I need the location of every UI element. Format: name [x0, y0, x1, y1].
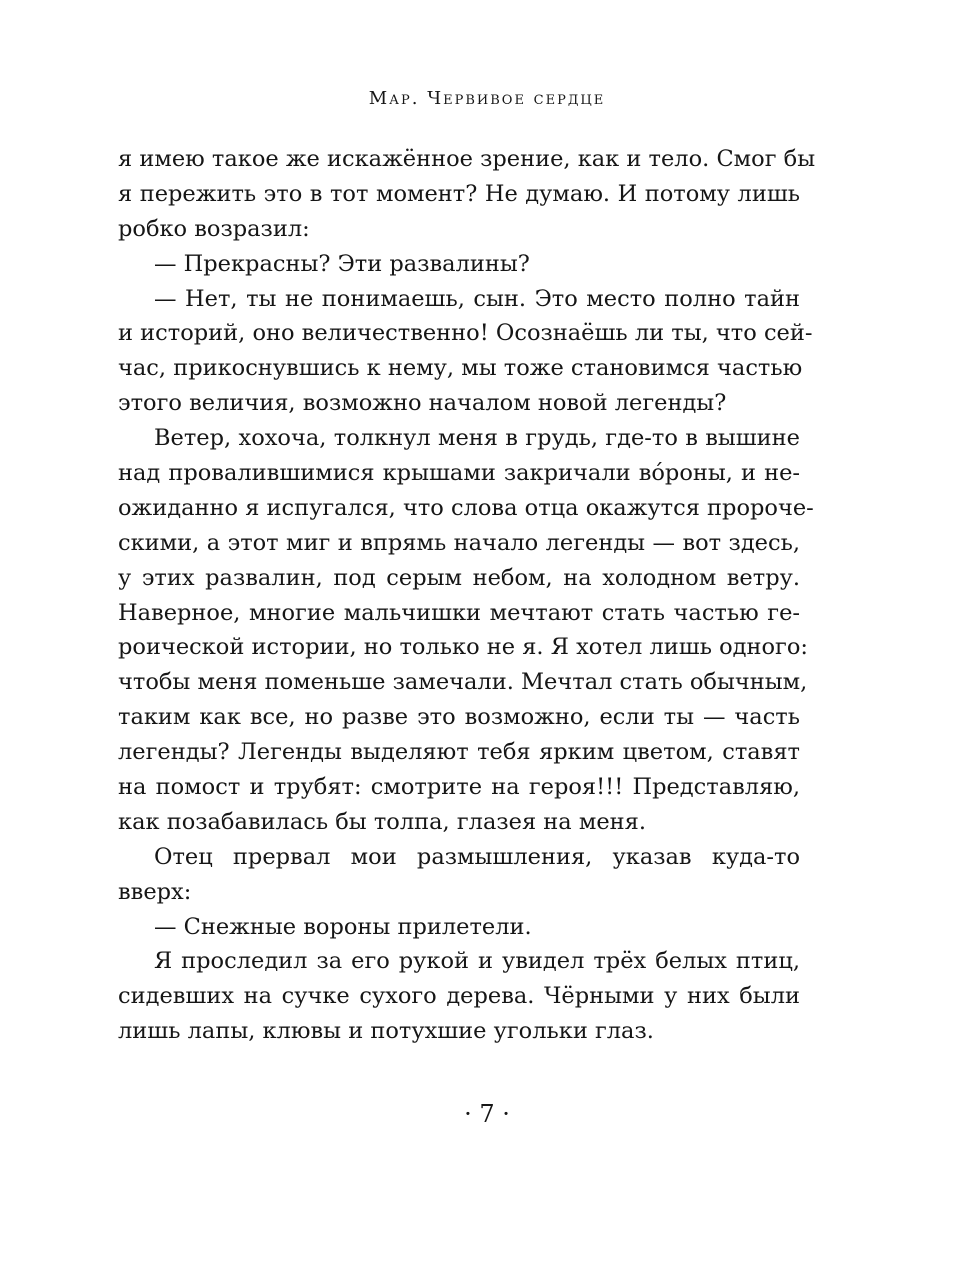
text-line: час, прикоснувшись к нему, мы тоже становимся частью [118, 355, 803, 382]
text-line: — Прекрасны? Эти развалины? [154, 250, 530, 277]
text-line: этого величия, возможно началом новой легенды? [118, 390, 727, 417]
page-number: · 7 · [464, 1100, 510, 1128]
text-line: чтобы меня поменьше замечали. Мечтал стать обычным, [118, 669, 808, 696]
text-line: ожиданно я испугался, что слова отца окажутся пророче- [118, 494, 814, 521]
text-line: лишь лапы, клювы и потухшие угольки глаз. [118, 1018, 654, 1045]
text-line: я пережить это в тот момент? Не думаю. И потому лишь [118, 180, 800, 207]
text-line: таким как все, но разве это возможно, если ты — часть [118, 704, 800, 731]
body-text [118, 142, 816, 1049]
text-line: я имею такое же искажённое зрение, как и тело. Смог бы [118, 146, 816, 172]
text-line: — Нет, ты не понимаешь, сын. Это место полно тайн [154, 285, 800, 312]
running-head: Мар. Червивое сердце [368, 88, 606, 109]
text-line: на помост и трубят: смотрите на героя!!! Представляю, [118, 774, 800, 801]
text-line: Отец прервал мои размышления, указав куда-то [154, 843, 800, 870]
text-line: Я проследил за его рукой и увидел трёх белых птиц, [154, 948, 800, 975]
text-line: — Снежные вороны прилетели. [154, 913, 532, 940]
text-line: над провалившимися крышами закричали вóроны, и не- [118, 460, 800, 487]
text-line: как позабавилась бы толпа, глазея на меня. [118, 808, 647, 835]
text-line: робко возразил: [118, 215, 310, 242]
text-line: и историй, оно величественно! Осознаёшь ли ты, что сей- [118, 320, 813, 347]
text-line: скими, а этот миг и впрямь начало легенды — вот здесь, [118, 529, 800, 556]
text-line: легенды? Легенды выделяют тебя ярким цветом, ставят [118, 739, 800, 766]
text-line: Ветер, хохоча, толкнул меня в грудь, где-то в вышине [154, 425, 800, 452]
text-line: сидевших на сучке сухого дерева. Чёрными у них были [118, 983, 800, 1010]
text-line: роической истории, но только не я. Я хотел лишь одного: [118, 634, 808, 661]
text-line: Наверное, многие мальчишки мечтают стать частью ге- [118, 599, 800, 626]
text-line: вверх: [118, 878, 192, 905]
text-line: у этих развалин, под серым небом, на холодном ветру. [118, 564, 800, 591]
